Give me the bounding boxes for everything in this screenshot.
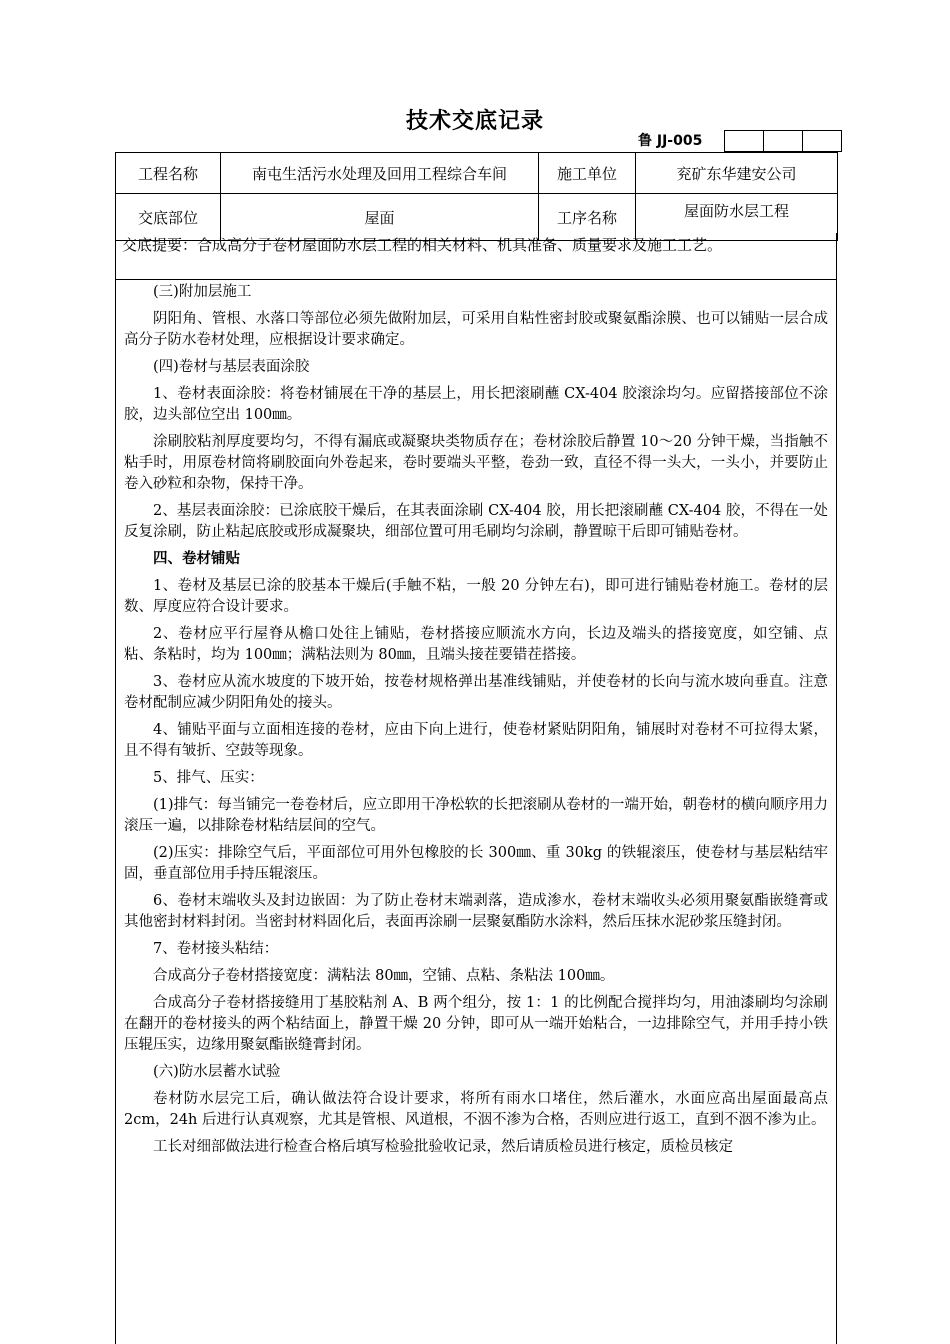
project-name-value: 南屯生活污水处理及回用工程综合车间 [221, 153, 539, 194]
body-paragraph: 涂刷胶粘剂厚度要均匀，不得有漏底或凝聚块类物质存在；卷材涂胶后静置 10～20 分钟干燥，当指触不粘手时，用原卷材筒将刷胶面向外卷起来，卷时要端头平整，卷劲一致，直径不得一头大，一头小，并要防止卷入砂粒和杂物，保持干净。 [124, 434, 828, 492]
body-paragraph: 1、卷材及基层已涂的胶基本干燥后(手触不粘，一般 20 分钟左右)，即可进行铺贴卷材施工。卷材的层数、厚度应符合设计要求。 [124, 578, 828, 615]
code-box [763, 130, 802, 152]
process-name-value: 屋面防水层工程 [636, 194, 838, 241]
body-paragraph: 4、铺贴平面与立面相连接的卷材，应由下向上进行，使卷材紧贴阴阳角，铺展时对卷材不可拉得太紧，且不得有皱折、空鼓等现象。 [124, 722, 828, 759]
form-code: 鲁 JJ-005 [638, 133, 703, 149]
briefing-part-label: 交底部位 [116, 194, 221, 241]
code-box [802, 130, 842, 152]
header-table [115, 152, 838, 241]
body-paragraph: 7、卷材接头粘结： [153, 941, 279, 957]
contractor-label: 施工单位 [539, 153, 636, 194]
body-paragraph: 3、卷材应从流水坡度的下坡开始，按卷材规格弹出基准线铺贴，并使卷材的长向与流水坡向垂直。注意卷材配制应减少阴阳角处的接头。 [124, 674, 828, 711]
body-paragraph: (三)附加层施工 [153, 284, 252, 300]
section-heading: 四、卷材铺贴 [153, 551, 240, 567]
form-code-row [636, 130, 842, 152]
body-paragraph: (2)压实：排除空气后，平面部位可用外包橡胶的长 300㎜、重 30kg 的铁辊滚压，使卷材与基层粘结牢固，垂直部位用手持压辊滚压。 [124, 845, 828, 882]
code-box [724, 130, 763, 152]
body-paragraph: (四)卷材与基层表面涂胶 [153, 359, 310, 375]
project-name-label: 工程名称 [116, 153, 221, 194]
body-paragraph: 合成高分子卷材搭接宽度：满粘法 80㎜，空铺、点粘、条粘法 100㎜。 [153, 968, 615, 984]
body-paragraph: 合成高分子卷材搭接缝用丁基胶粘剂 A、B 两个组分，按 1：1 的比例配合搅拌均匀，用油漆刷均匀涂刷在翻开的卷材接头的两个粘结面上，静置干燥 20 分钟，即可从一端开始粘合，一边排除空气，并用手持小铁压辊压实，边缘用聚氨酯嵌缝膏封闭。 [124, 995, 828, 1053]
body-paragraph: 2、卷材应平行屋脊从檐口处往上铺贴，卷材搭接应顺流水方向，长边及端头的搭接宽度，如空铺、点粘、条粘时，均为 100㎜；满粘法则为 80㎜，且端头接茬要错茬搭接。 [124, 626, 828, 663]
briefing-body [115, 280, 837, 1344]
briefing-summary: 交底提要：合成高分子卷材屋面防水层工程的相关材料、机具准备、质量要求及施工工艺。 [115, 233, 837, 280]
contractor-value: 兖矿东华建安公司 [636, 153, 838, 194]
body-paragraph: 5、排气、压实： [153, 770, 264, 786]
body-paragraph: (1)排气：每当铺完一卷卷材后，应立即用干净松软的长把滚刷从卷材的一端开始，朝卷材的横向顺序用力滚压一遍，以排除卷材粘结层间的空气。 [124, 797, 828, 834]
body-paragraph: 卷材防水层完工后，确认做法符合设计要求，将所有雨水口堵住，然后灌水，水面应高出屋面最高点 2cm，24h 后进行认真观察，尤其是管根、风道根，不洇不渗为合格，否则应进行返工，直到不洇不渗为止。 [124, 1091, 828, 1128]
briefing-part-value: 屋面 [221, 194, 539, 241]
body-paragraph: 6、卷材末端收头及封边嵌固：为了防止卷材末端剥落，造成渗水，卷材末端收头必须用聚氨酯嵌缝膏或其他密封材料封闭。当密封材料固化后，表面再涂刷一层聚氨酯防水涂料，然后压抹水泥砂浆压缝封闭。 [124, 893, 828, 930]
body-paragraph: 2、基层表面涂胶：已涂底胶干燥后，在其表面涂刷 CX-404 胶，用长把滚刷蘸 CX-404 胶，不得在一处反复涂刷，防止粘起底胶或形成凝聚块，细部位置可用毛刷均匀涂刷，静置晾干后即可铺贴卷材。 [124, 503, 828, 540]
body-paragraph: (六)防水层蓄水试验 [153, 1064, 281, 1080]
body-paragraph: 工长对细部做法进行检查合格后填写检验批验收记录，然后请质检员进行核定，质检员核定 [153, 1139, 733, 1155]
body-paragraph: 1、卷材表面涂胶：将卷材铺展在干净的基层上，用长把滚刷蘸 CX-404 胶滚涂均匀。应留搭接部位不涂胶，边头部位空出 100㎜。 [124, 386, 828, 423]
document-title: 技术交底记录 [405, 108, 544, 134]
process-name-label: 工序名称 [539, 194, 636, 241]
body-paragraph: 阴阳角、管根、水落口等部位必须先做附加层，可采用自粘性密封胶或聚氨酯涂膜、也可以铺贴一层合成高分子防水卷材处理，应根据设计要求确定。 [124, 311, 828, 348]
